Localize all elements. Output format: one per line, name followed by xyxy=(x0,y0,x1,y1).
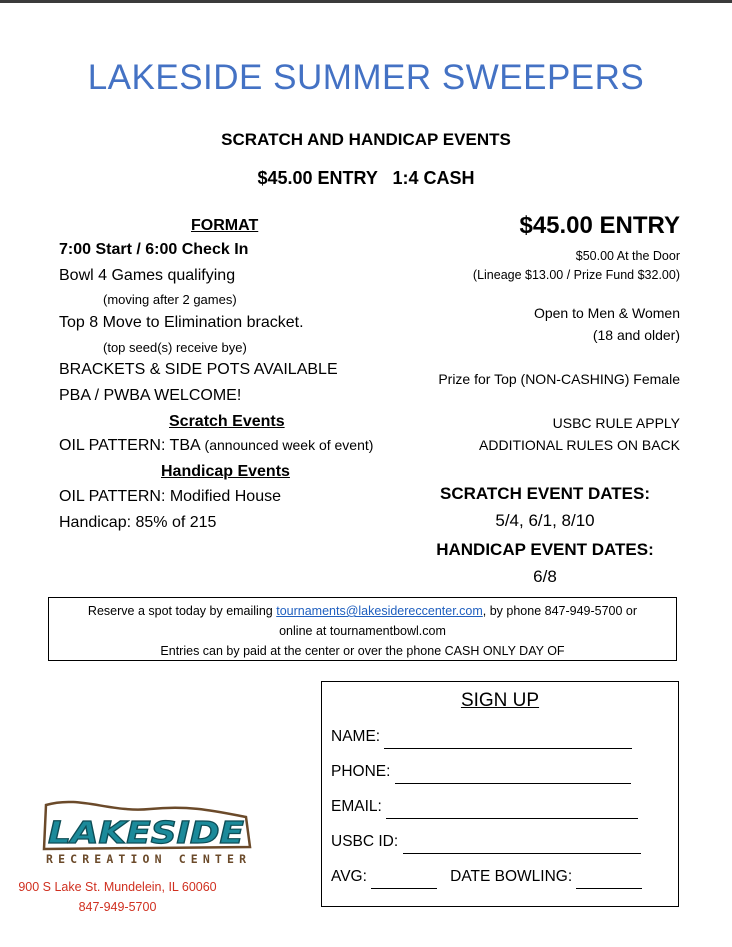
scratch-dates-label: SCRATCH EVENT DATES: xyxy=(440,484,650,503)
date-bowling-label: DATE BOWLING: xyxy=(450,868,573,885)
handicap-dates-label: HANDICAP EVENT DATES: xyxy=(436,540,654,559)
qualifying-text: Bowl 4 Games qualifying xyxy=(59,267,236,284)
start-time: 7:00 Start / 6:00 Check In xyxy=(59,241,249,258)
page-title: LAKESIDE SUMMER SWEEPERS xyxy=(87,58,645,97)
phone-label: PHONE: xyxy=(331,763,391,780)
logo-word: LAKESIDE xyxy=(48,816,245,851)
moving-note: (moving after 2 games) xyxy=(103,292,237,307)
reserve-line-3: Entries can by paid at the center or over the phone CASH ONLY DAY OF xyxy=(160,644,565,658)
avg-field[interactable] xyxy=(371,870,437,889)
avg-date-row xyxy=(331,868,642,889)
signup-title: SIGN UP xyxy=(460,690,540,711)
phone-field[interactable] xyxy=(395,765,631,784)
logo-wave-icon xyxy=(40,797,255,869)
usbc-row xyxy=(331,833,641,854)
address-street: 900 S Lake St. Mundelein, IL 60060 xyxy=(18,880,217,894)
door-fee: $50.00 At the Door xyxy=(575,249,680,263)
reserve-line-1 xyxy=(49,601,676,621)
reserve-post-text: , by phone 847-949-5700 or xyxy=(482,604,638,618)
female-prize-text: Prize for Top (NON-CASHING) Female xyxy=(438,371,680,387)
welcome-text: PBA / PWBA WELCOME! xyxy=(59,387,242,404)
brackets-text: BRACKETS & SIDE POTS AVAILABLE xyxy=(59,361,338,378)
reserve-line-2: online at tournamentbowl.com xyxy=(279,624,446,638)
usbc-label: USBC ID: xyxy=(331,833,399,850)
handicap-events-heading: Handicap Events xyxy=(161,463,290,480)
reserve-pre-text: Reserve a spot today by emailing xyxy=(87,604,277,618)
additional-rules-text: ADDITIONAL RULES ON BACK xyxy=(479,437,680,453)
handicap-percentage: Handicap: 85% of 215 xyxy=(59,514,217,531)
name-field[interactable] xyxy=(384,730,632,749)
usbc-rule-text: USBC RULE APPLY xyxy=(552,415,680,431)
name-row xyxy=(331,728,632,749)
reserve-info-box xyxy=(48,597,677,661)
logo-tagline: RECREATION CENTER xyxy=(46,852,246,866)
email-field[interactable] xyxy=(386,800,638,819)
scratch-dates: 5/4, 6/1, 8/10 xyxy=(495,511,595,530)
signup-form xyxy=(321,681,679,907)
events-subtitle: SCRATCH AND HANDICAP EVENTS xyxy=(221,130,511,149)
fee-breakdown: (Lineage $13.00 / Prize Fund $32.00) xyxy=(472,268,680,282)
address-phone: 847-949-5700 xyxy=(78,900,157,914)
elimination-text: Top 8 Move to Elimination bracket. xyxy=(59,314,304,331)
entry-fee: $45.00 ENTRY xyxy=(519,212,680,239)
scratch-oil-note: (announced week of event) xyxy=(200,437,374,453)
age-text: (18 and older) xyxy=(592,327,680,343)
handicap-dates: 6/8 xyxy=(533,567,557,586)
format-heading: FORMAT xyxy=(191,217,259,234)
name-label: NAME: xyxy=(331,728,381,745)
open-to-text: Open to Men & Women xyxy=(533,305,680,321)
scratch-oil-pattern xyxy=(59,437,373,455)
scratch-oil-label: OIL PATTERN: TBA xyxy=(59,437,201,454)
email-label: EMAIL: xyxy=(331,798,382,815)
reservation-email-link[interactable]: tournaments@lakesidereccenter.com xyxy=(276,604,483,618)
date-bowling-field[interactable] xyxy=(576,870,642,889)
phone-row xyxy=(331,763,631,784)
bye-note: (top seed(s) receive bye) xyxy=(103,340,247,355)
handicap-oil-pattern: OIL PATTERN: Modified House xyxy=(59,488,281,505)
lakeside-logo xyxy=(40,797,255,869)
scratch-events-heading: Scratch Events xyxy=(169,413,285,430)
email-row xyxy=(331,798,638,819)
top-border xyxy=(0,0,732,3)
usbc-field[interactable] xyxy=(403,835,641,854)
entry-cash-line: $45.00 ENTRY 1:4 CASH xyxy=(257,168,475,188)
avg-label: AVG: xyxy=(331,868,367,885)
